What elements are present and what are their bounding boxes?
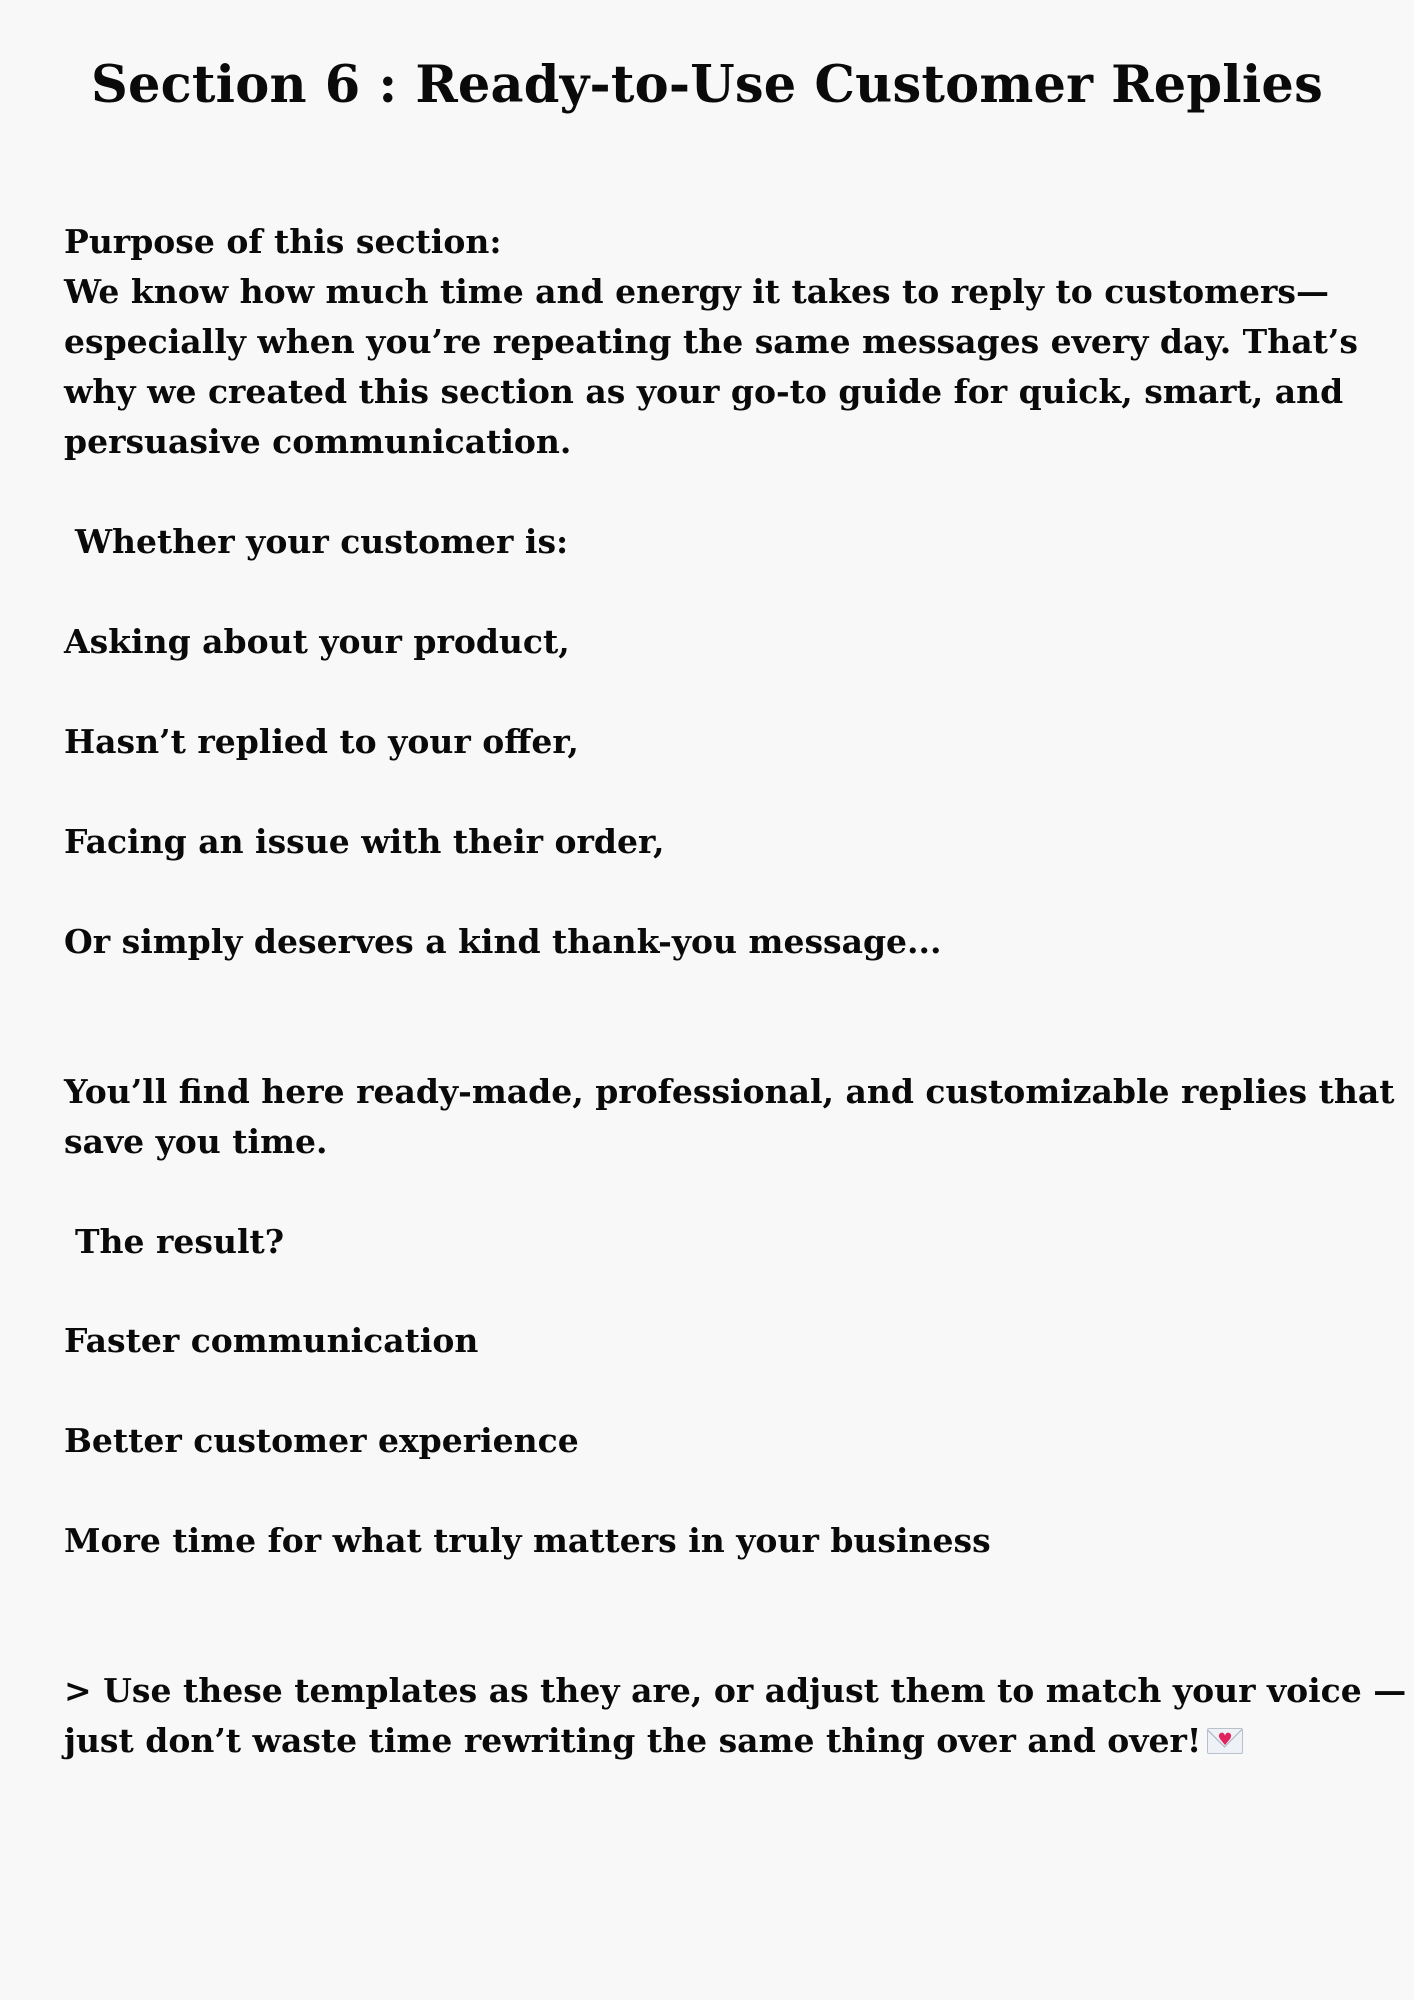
purpose-line-4: persuasive communication. xyxy=(64,422,572,461)
purpose-line-1: We know how much time and energy it takes to reply to customers— xyxy=(64,272,1329,311)
find-line-1: You’ll find here ready-made, professional, and customizable replies that xyxy=(64,1072,1395,1111)
result-heading: The result? xyxy=(75,1222,285,1261)
closing-line-2-container xyxy=(64,1716,1243,1766)
whether-heading: Whether your customer is: xyxy=(75,522,569,561)
love-letter-icon xyxy=(1207,1728,1243,1754)
whether-item-4: Or simply deserves a kind thank-you message... xyxy=(64,922,942,961)
purpose-heading: Purpose of this section: xyxy=(64,222,502,261)
result-item-2: Better customer experience xyxy=(64,1421,579,1460)
whether-item-1: Asking about your product, xyxy=(64,622,570,661)
find-line-2: save you time. xyxy=(64,1122,328,1161)
closing-line-1: > Use these templates as they are, or adjust them to match your voice — xyxy=(64,1671,1407,1710)
result-item-1: Faster communication xyxy=(64,1321,479,1360)
page-title: Section 6 : Ready-to-Use Customer Replies xyxy=(90,55,1323,115)
result-item-3: More time for what truly matters in your business xyxy=(64,1521,991,1560)
purpose-line-3: why we created this section as your go-to guide for quick, smart, and xyxy=(64,372,1344,411)
whether-item-3: Facing an issue with their order, xyxy=(64,822,665,861)
purpose-line-2: especially when you’re repeating the same messages every day. That’s xyxy=(64,322,1358,361)
closing-line-2: just don’t waste time rewriting the same thing over and over! xyxy=(64,1721,1202,1760)
whether-item-2: Hasn’t replied to your offer, xyxy=(64,722,579,761)
